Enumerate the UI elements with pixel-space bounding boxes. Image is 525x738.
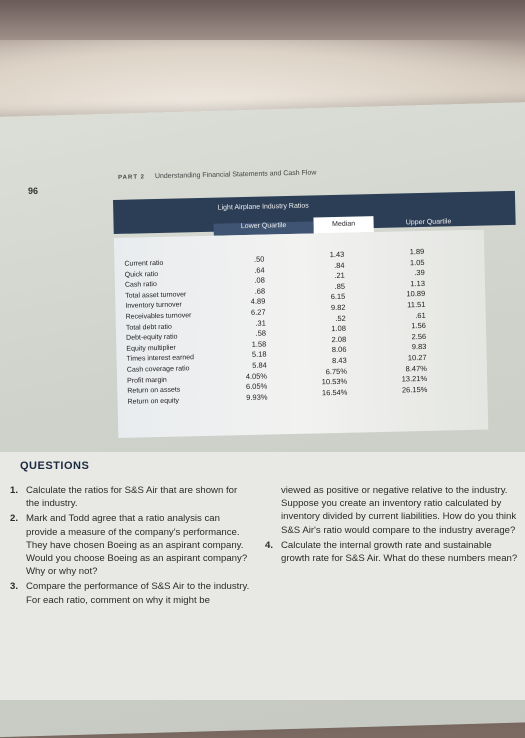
lower-quartile-cell: 6.05% [245, 381, 268, 392]
row-label: Total debt ratio [125, 323, 172, 332]
upper-quartile-values [384, 247, 427, 396]
median-cell: .21 [334, 270, 345, 281]
row-label: Inventory turnover [125, 301, 182, 311]
upper-quartile-cell: 10.27 [407, 352, 427, 363]
lower-quartile-cell: .08 [254, 275, 265, 285]
row-label: Debt-equity ratio [126, 333, 178, 342]
median-cell: 9.82 [330, 302, 346, 313]
lower-quartile-values [222, 255, 267, 404]
upper-quartile-cell: 1.89 [409, 246, 425, 257]
part-label: PART 2 [118, 174, 146, 181]
lower-quartile-cell: 9.93% [246, 392, 268, 402]
median-values [314, 250, 347, 399]
row-label: Times interest earned [126, 354, 195, 364]
median-cell: 6.15 [330, 292, 346, 302]
ratio-table [113, 191, 520, 445]
lower-quartile-cell: 4.89 [250, 296, 266, 307]
median-cell: 10.53% [321, 376, 348, 387]
upper-quartile-cell: 26.15% [401, 384, 428, 395]
median-cell: .85 [334, 281, 346, 291]
upper-quartile-cell: .39 [414, 268, 425, 278]
row-label: Cash coverage ratio [126, 365, 190, 374]
median-cell: 6.75% [325, 366, 348, 376]
row-label: Return on equity [127, 397, 180, 406]
lower-quartile-cell: .64 [254, 265, 265, 275]
upper-quartile-cell: 1.13 [410, 278, 426, 289]
table-body [114, 230, 488, 438]
median-cell: 1.43 [329, 249, 345, 260]
lower-quartile-cell: .31 [255, 318, 266, 328]
upper-quartile-cell: 11.51 [407, 299, 426, 310]
table-title: Light Airplane Industry Ratios [217, 202, 309, 212]
row-label: Current ratio [124, 259, 164, 268]
row-label: Quick ratio [124, 270, 159, 279]
question-number: 1. [10, 485, 19, 496]
lower-quartile-cell: .68 [254, 286, 266, 296]
lower-quartile-cell: .50 [253, 254, 265, 264]
upper-quartile-cell: 10.89 [406, 289, 426, 299]
median-cell: 8.06 [331, 345, 347, 355]
question-4 [265, 539, 520, 565]
col-header-median: Median [313, 216, 373, 233]
questions-left-column [10, 484, 250, 609]
questions-heading: QUESTIONS [20, 460, 90, 472]
question-text: Compare the performance of S&S Air to the industry. For each ratio, comment on why it might be [26, 581, 250, 606]
question-text: Calculate the internal growth rate and sustainable growth rate for S&S Air. What do these numbers mean? [281, 539, 518, 565]
lower-quartile-cell: 5.84 [252, 360, 267, 370]
lower-quartile-cell: 1.58 [251, 339, 267, 349]
upper-quartile-cell: .61 [415, 310, 426, 320]
row-label: Profit margin [127, 376, 167, 385]
question-text: Calculate the ratios for S&S Air that are shown for the industry. [26, 485, 238, 510]
row-label: Return on assets [127, 386, 181, 395]
questions-right-column [265, 484, 520, 567]
median-cell: 2.08 [331, 334, 347, 344]
upper-quartile-cell: 9.83 [411, 342, 427, 352]
question-3 [10, 580, 250, 606]
question-text: Mark and Todd agree that a ratio analysis can provide a measure of the company's performance. They have chosen Boeing as an aspirant company. Would you choose Boeing as an aspirant company? Why or why not? [26, 513, 248, 578]
median-cell: .52 [335, 313, 346, 323]
median-cell: 8.43 [331, 355, 347, 366]
question-2 [10, 512, 250, 578]
row-label: Total asset turnover [125, 291, 187, 300]
upper-quartile-cell: 1.56 [411, 321, 427, 331]
row-label: Cash ratio [124, 281, 157, 289]
page-number: 96 [28, 186, 39, 196]
question-3-continued: viewed as positive or negative relative to the industry. Suppose you create an inventory ratio calculated by inventory divided by current liabilities. How do you think S&S Air's ratio would compare to the industry average? [281, 485, 517, 536]
median-cell: .84 [333, 260, 345, 270]
upper-quartile-cell: 8.47% [405, 363, 427, 373]
question-1 [10, 484, 250, 510]
row-label: Equity multiplier [126, 344, 176, 353]
upper-quartile-cell: 1.05 [409, 257, 425, 267]
upper-quartile-cell: 2.56 [411, 331, 427, 342]
chapter-title: Understanding Financial Statements and Cash Flow [154, 169, 317, 181]
median-cell: 16.54% [321, 387, 348, 398]
lower-quartile-cell: 4.05% [245, 371, 268, 381]
row-labels [124, 257, 237, 408]
question-number: 2. [10, 513, 19, 525]
lower-quartile-cell: .58 [255, 328, 267, 338]
question-number: 4. [265, 539, 274, 551]
lower-quartile-cell: 6.27 [250, 307, 266, 317]
col-header-upper-quartile: Upper Quartile [405, 218, 452, 227]
lower-quartile-cell: 5.18 [251, 349, 267, 360]
row-label: Receivables turnover [125, 312, 192, 321]
col-header-lower-quartile: Lower Quartile [214, 221, 314, 235]
upper-quartile-cell: 13.21% [401, 374, 428, 384]
question-number: 3. [10, 581, 19, 593]
median-cell: 1.08 [331, 323, 347, 334]
